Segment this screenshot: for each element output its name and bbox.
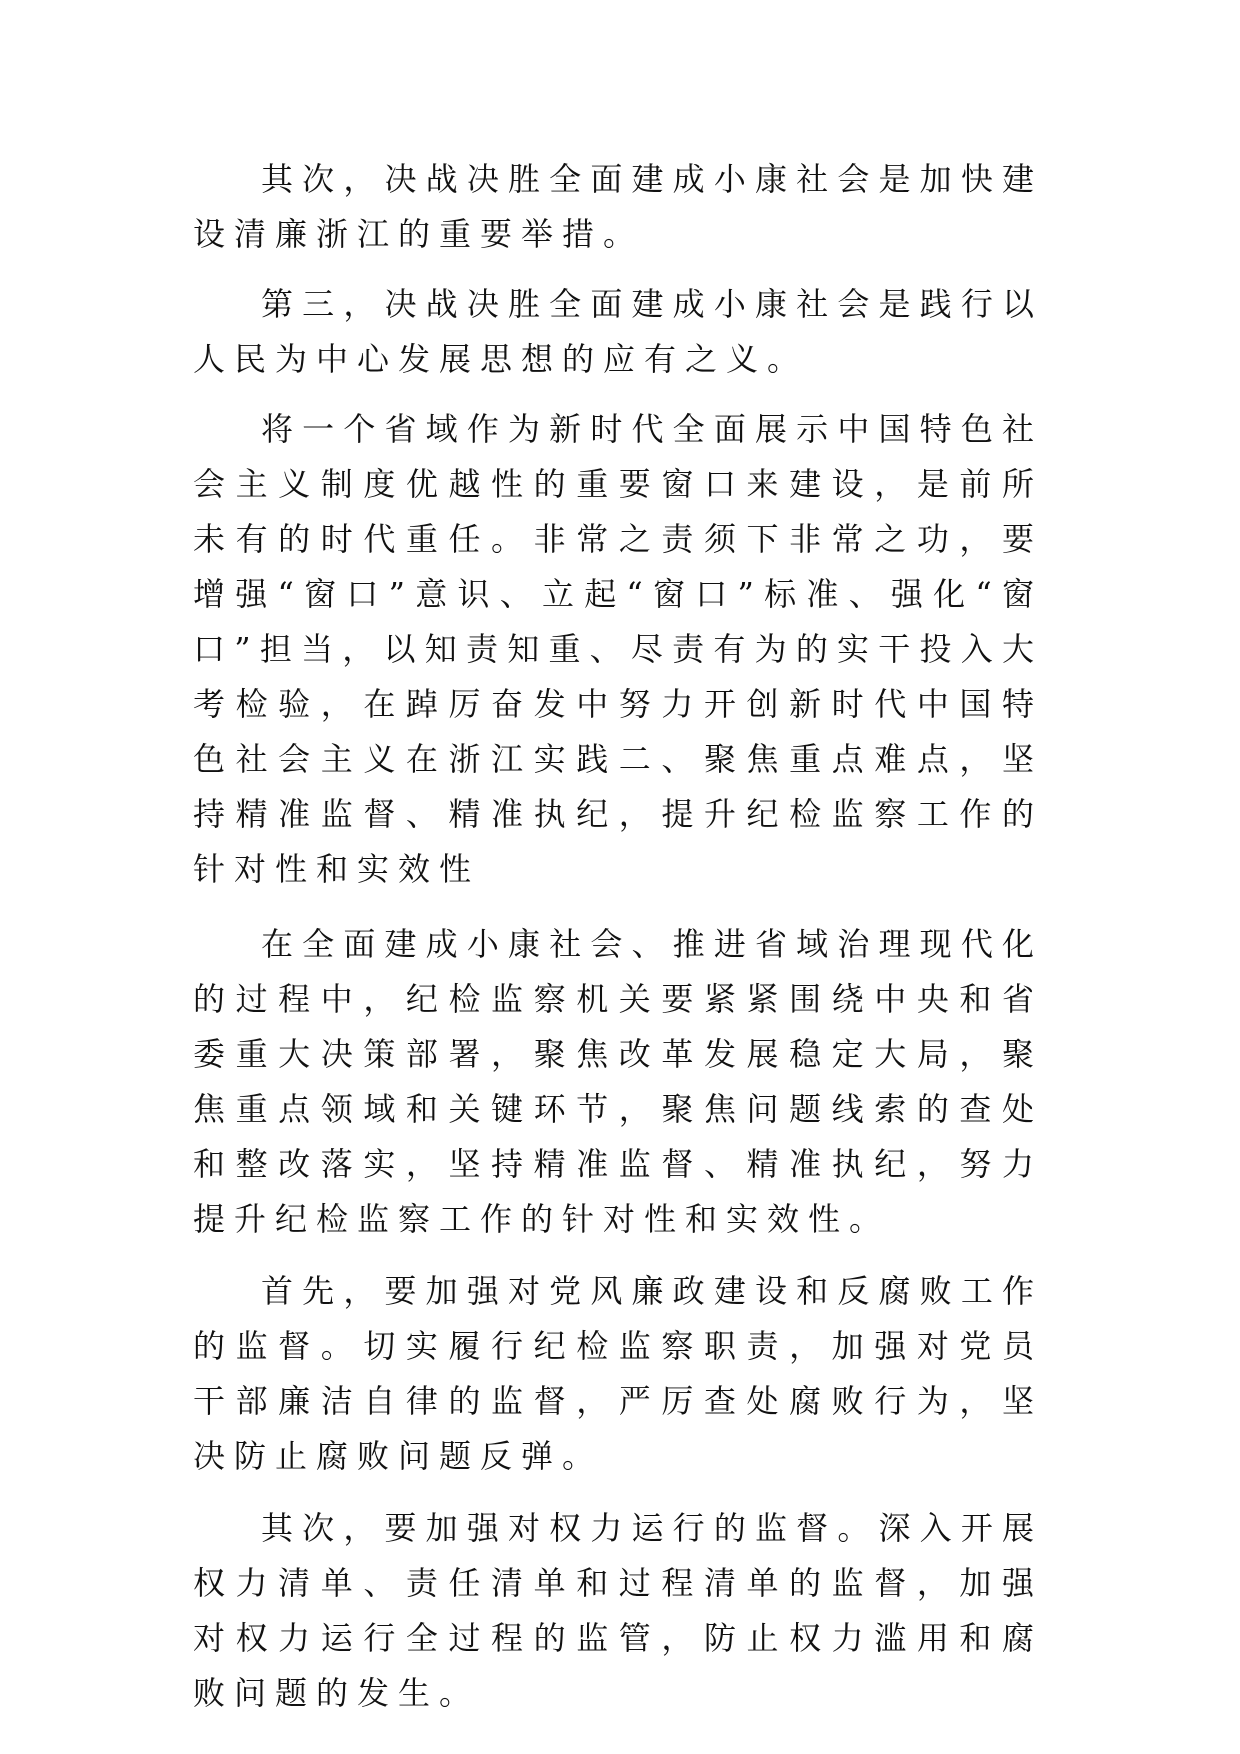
paragraph-second-point: 其次，决战决胜全面建成小康社会是加快建设清廉浙江的重要举措。 <box>193 160 1043 253</box>
paragraph-first-supervision: 首先，要加强对党风廉政建设和反腐败工作的监督。切实履行纪检监察职责，加强对党员干部廉洁自律的监督，严厉查处腐败行为，坚决防止腐败问题反弹。 <box>193 1272 1043 1475</box>
paragraph-power-supervision: 其次，要加强对权力运行的监督。深入开展权力清单、责任清单和过程清单的监督，加强对权力运行全过程的监管，防止权力滥用和腐败问题的发生。 <box>193 1509 1043 1712</box>
paragraph-third-point: 第三，决战决胜全面建成小康社会是践行以人民为中心发展思想的应有之义。 <box>193 285 1043 378</box>
document-body <box>193 152 1043 1721</box>
paragraph-precise-supervision: 在全面建成小康社会、推进省域治理现代化的过程中，纪检监察机关要紧紧围绕中央和省委重大决策部署，聚焦改革发展稳定大局，聚焦重点领域和关键环节，聚焦问题线索的查处和整改落实，坚持精准监督、精准执纪，努力提升纪检监察工作的针对性和实效性。 <box>193 925 1043 1238</box>
paragraph-window-construction: 将一个省域作为新时代全面展示中国特色社会主义制度优越性的重要窗口来建设，是前所未有的时代重任。非常之责须下非常之功，要增强“窗口”意识、立起“窗口”标准、强化“窗口”担当，以知责知重、尽责有为的实干投入大考检验，在踔厉奋发中努力开创新时代中国特色社会主义在浙江实践二、聚焦重点难点，坚持精准监督、精准执纪，提升纪检监察工作的针对性和实效性 <box>193 410 1043 888</box>
